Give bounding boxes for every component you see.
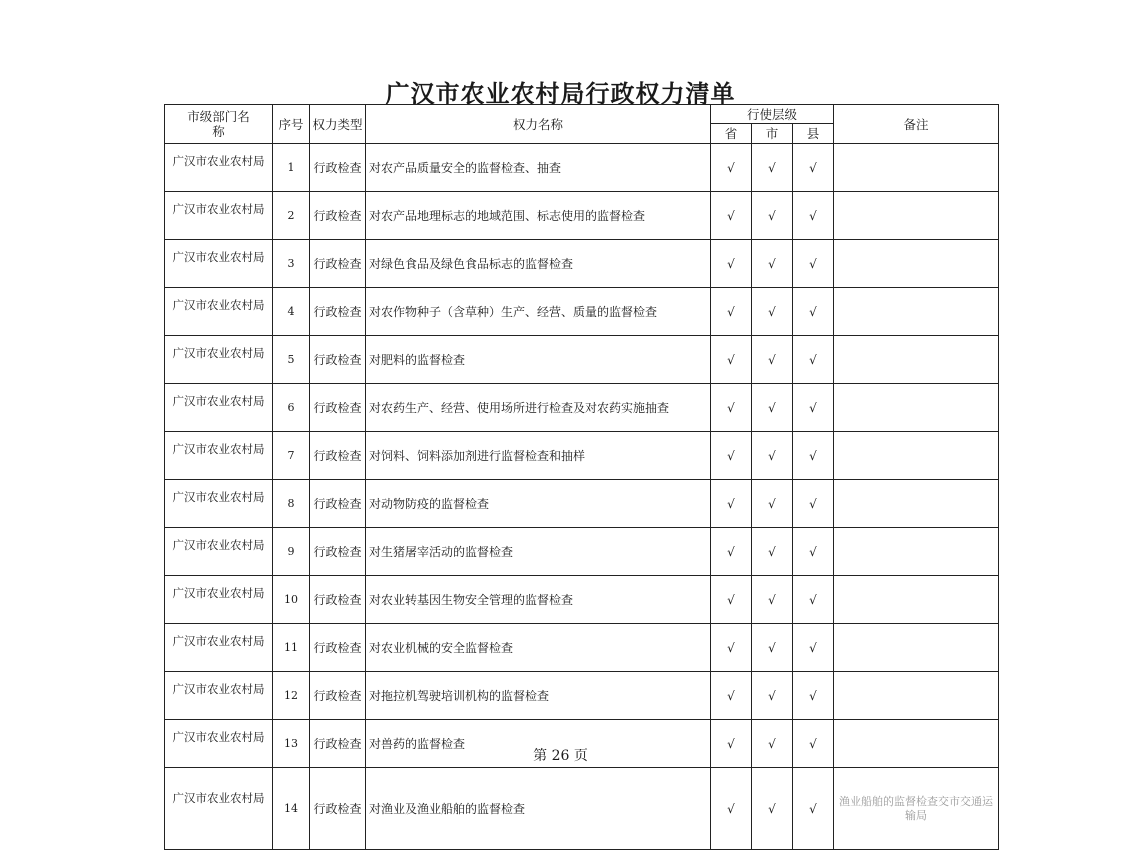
header-city: 市 (752, 124, 793, 144)
header-seq: 序号 (273, 105, 310, 144)
seq-cell: 1 (273, 144, 310, 192)
county-check: √ (793, 240, 834, 288)
city-check: √ (752, 528, 793, 576)
seq-cell: 4 (273, 288, 310, 336)
table-row (165, 192, 999, 240)
name-cell: 对农业转基因生物安全管理的监督检查 (366, 576, 711, 624)
note-cell (834, 576, 999, 624)
county-check: √ (793, 384, 834, 432)
province-check: √ (711, 768, 752, 850)
city-check: √ (752, 768, 793, 850)
name-cell: 对动物防疫的监督检查 (366, 480, 711, 528)
seq-cell: 2 (273, 192, 310, 240)
county-check: √ (793, 192, 834, 240)
province-check: √ (711, 624, 752, 672)
county-check: √ (793, 480, 834, 528)
dept-cell: 广汉市农业农村局 (165, 624, 273, 672)
province-check: √ (711, 192, 752, 240)
city-check: √ (752, 336, 793, 384)
table-row (165, 384, 999, 432)
name-cell: 对农业机械的安全监督检查 (366, 624, 711, 672)
county-check: √ (793, 528, 834, 576)
dept-cell: 广汉市农业农村局 (165, 768, 273, 850)
type-cell: 行政检查 (310, 768, 366, 850)
name-cell: 对拖拉机驾驶培训机构的监督检查 (366, 672, 711, 720)
table-row (165, 672, 999, 720)
dept-cell: 广汉市农业农村局 (165, 240, 273, 288)
type-cell: 行政检查 (310, 528, 366, 576)
dept-cell: 广汉市农业农村局 (165, 672, 273, 720)
county-check: √ (793, 768, 834, 850)
county-check: √ (793, 288, 834, 336)
county-check: √ (793, 720, 834, 768)
seq-cell: 13 (273, 720, 310, 768)
seq-cell: 8 (273, 480, 310, 528)
note-cell (834, 672, 999, 720)
note-cell (834, 240, 999, 288)
seq-cell: 6 (273, 384, 310, 432)
dept-cell: 广汉市农业农村局 (165, 576, 273, 624)
type-cell: 行政检查 (310, 336, 366, 384)
county-check: √ (793, 672, 834, 720)
type-cell: 行政检查 (310, 480, 366, 528)
city-check: √ (752, 480, 793, 528)
name-cell: 对兽药的监督检查 (366, 720, 711, 768)
city-check: √ (752, 624, 793, 672)
name-cell: 对饲料、饲料添加剂进行监督检查和抽样 (366, 432, 711, 480)
type-cell: 行政检查 (310, 672, 366, 720)
note-cell (834, 288, 999, 336)
name-cell: 对农产品质量安全的监督检查、抽查 (366, 144, 711, 192)
dept-cell: 广汉市农业农村局 (165, 384, 273, 432)
power-list-table (164, 104, 999, 850)
page-title: 广汉市农业农村局行政权力清单 (385, 80, 736, 108)
dept-cell: 广汉市农业农村局 (165, 288, 273, 336)
name-cell: 对农药生产、经营、使用场所进行检查及对农药实施抽查 (366, 384, 711, 432)
dept-cell: 广汉市农业农村局 (165, 192, 273, 240)
note-cell (834, 528, 999, 576)
table-row (165, 240, 999, 288)
dept-cell: 广汉市农业农村局 (165, 528, 273, 576)
header-level: 行使层级 (711, 105, 834, 124)
province-check: √ (711, 144, 752, 192)
dept-cell: 广汉市农业农村局 (165, 720, 273, 768)
header-type: 权力类型 (310, 105, 366, 144)
province-check: √ (711, 288, 752, 336)
type-cell: 行政检查 (310, 384, 366, 432)
note-cell (834, 144, 999, 192)
table-row (165, 432, 999, 480)
type-cell: 行政检查 (310, 720, 366, 768)
name-cell: 对肥料的监督检查 (366, 336, 711, 384)
note-cell (834, 480, 999, 528)
dept-cell: 广汉市农业农村局 (165, 480, 273, 528)
province-check: √ (711, 480, 752, 528)
province-check: √ (711, 432, 752, 480)
table-row (165, 144, 999, 192)
type-cell: 行政检查 (310, 192, 366, 240)
city-check: √ (752, 576, 793, 624)
name-cell: 对渔业及渔业船舶的监督检查 (366, 768, 711, 850)
city-check: √ (752, 192, 793, 240)
seq-cell: 14 (273, 768, 310, 850)
page-number: 第 26 页 (533, 748, 588, 764)
table-row (165, 768, 999, 850)
note-cell (834, 336, 999, 384)
note-cell (834, 432, 999, 480)
province-check: √ (711, 384, 752, 432)
header-province: 省 (711, 124, 752, 144)
table-row (165, 336, 999, 384)
province-check: √ (711, 720, 752, 768)
table-row (165, 480, 999, 528)
header-note: 备注 (834, 105, 999, 144)
city-check: √ (752, 432, 793, 480)
header-name: 权力名称 (366, 105, 711, 144)
name-cell: 对生猪屠宰活动的监督检查 (366, 528, 711, 576)
county-check: √ (793, 576, 834, 624)
county-check: √ (793, 336, 834, 384)
note-cell (834, 624, 999, 672)
header-county: 县 (793, 124, 834, 144)
city-check: √ (752, 288, 793, 336)
city-check: √ (752, 384, 793, 432)
header-dept: 市级部门名称 (165, 105, 273, 144)
type-cell: 行政检查 (310, 288, 366, 336)
name-cell: 对农作物种子（含草种）生产、经营、质量的监督检查 (366, 288, 711, 336)
type-cell: 行政检查 (310, 144, 366, 192)
county-check: √ (793, 624, 834, 672)
note-cell: 渔业船舶的监督检查交市交通运输局 (834, 768, 999, 850)
city-check: √ (752, 240, 793, 288)
note-cell (834, 384, 999, 432)
seq-cell: 12 (273, 672, 310, 720)
table-row (165, 624, 999, 672)
seq-cell: 7 (273, 432, 310, 480)
province-check: √ (711, 240, 752, 288)
seq-cell: 11 (273, 624, 310, 672)
seq-cell: 3 (273, 240, 310, 288)
province-check: √ (711, 576, 752, 624)
note-cell (834, 192, 999, 240)
type-cell: 行政检查 (310, 624, 366, 672)
type-cell: 行政检查 (310, 240, 366, 288)
seq-cell: 10 (273, 576, 310, 624)
dept-cell: 广汉市农业农村局 (165, 432, 273, 480)
county-check: √ (793, 144, 834, 192)
table-row (165, 528, 999, 576)
county-check: √ (793, 432, 834, 480)
province-check: √ (711, 672, 752, 720)
name-cell: 对绿色食品及绿色食品标志的监督检查 (366, 240, 711, 288)
table-row (165, 576, 999, 624)
seq-cell: 5 (273, 336, 310, 384)
province-check: √ (711, 528, 752, 576)
city-check: √ (752, 672, 793, 720)
type-cell: 行政检查 (310, 432, 366, 480)
name-cell: 对农产品地理标志的地域范围、标志使用的监督检查 (366, 192, 711, 240)
city-check: √ (752, 144, 793, 192)
province-check: √ (711, 336, 752, 384)
type-cell: 行政检查 (310, 576, 366, 624)
dept-cell: 广汉市农业农村局 (165, 144, 273, 192)
city-check: √ (752, 720, 793, 768)
table-row (165, 288, 999, 336)
dept-cell: 广汉市农业农村局 (165, 336, 273, 384)
seq-cell: 9 (273, 528, 310, 576)
